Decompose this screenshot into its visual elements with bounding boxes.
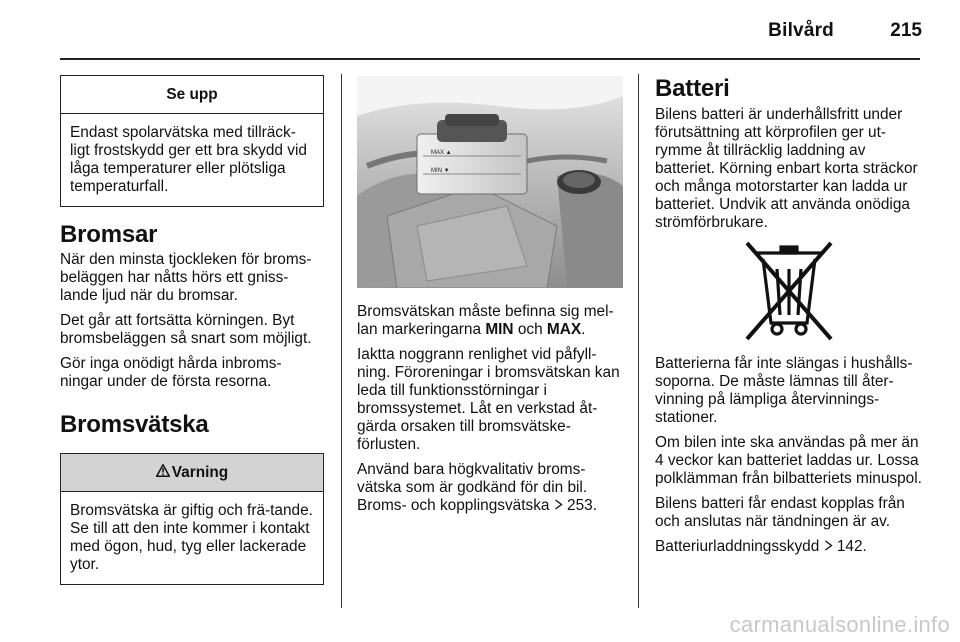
warning-box-title: Varning	[171, 463, 229, 481]
brakes-paragraph: När den minsta tjockleken för broms-beläggen har nåtts hörs ett gniss-lande ljud när du bromsar.	[60, 251, 312, 304]
min-mark-label: MIN ▼	[431, 168, 450, 174]
section-heading-brakes: Bromsar	[60, 221, 158, 248]
left-column	[60, 75, 324, 585]
watermark: carmanualsonline.info	[729, 612, 950, 637]
warning-box-text: Bromsvätska är giftig och frä-tande. Se till att den inte kommer i kontakt med ögon, hud, tyg eller lackerade ytor.	[70, 502, 313, 573]
max-mark-label: MAX ▲	[431, 150, 452, 156]
crossed-bin-icon	[655, 239, 923, 343]
battery-text: Batteriurladdningsskydd	[655, 538, 824, 555]
section-heading-battery: Batteri	[655, 75, 730, 102]
battery-paragraph: Batterierna får inte slängas i hushålls-soporna. De måste lämnas till åter-vinning på lämpliga återvinnings-stationer.	[655, 355, 913, 426]
section-heading-brake-fluid: Bromsvätska	[60, 411, 209, 438]
header-rule	[60, 58, 920, 60]
column-divider	[638, 74, 639, 608]
battery-paragraph: Bilens batteri får endast kopplas från och anslutas när tändningen är av.	[655, 495, 905, 530]
battery-paragraph	[655, 538, 923, 556]
brake-fluid-reservoir-photo	[357, 76, 623, 288]
max-marker-text: MAX	[546, 321, 582, 338]
caution-box	[60, 75, 324, 207]
brake-fluid-paragraph	[357, 461, 627, 515]
caption-text: Bromsvätskan måste befinna sig mel-lan markeringarna	[357, 303, 614, 338]
brakes-paragraph: Det går att fortsätta körningen. Byt bromsbeläggen så snart som möjligt.	[60, 312, 312, 347]
chapter-title: Bilvård	[768, 20, 834, 41]
right-column	[655, 75, 923, 563]
page-reference[interactable]: 253.	[562, 497, 597, 514]
page-number: 215	[890, 20, 922, 41]
brakes-paragraph: Gör inga onödigt hårda inbroms-ningar under de första resorna.	[60, 355, 282, 390]
arrow-ref-icon[interactable]	[554, 497, 563, 514]
caution-box-text: Endast spolarvätska med tillräck-ligt frostskydd ger ett bra skydd vid låga temperaturer eller plötsliga temperaturfall.	[70, 124, 307, 195]
brake-fluid-text: Använd bara högkvalitativ broms-vätska som är godkänd för din bil. Broms- och kopplingsvätska	[357, 461, 588, 514]
warning-box	[60, 453, 324, 585]
caption-text: och	[513, 321, 547, 338]
arrow-ref-icon[interactable]	[824, 538, 833, 555]
min-marker-text: MIN	[485, 321, 514, 338]
column-divider	[341, 74, 342, 608]
caption-text: .	[581, 321, 586, 338]
caption-paragraph	[357, 303, 627, 339]
battery-paragraph: Om bilen inte ska användas på mer än 4 veckor kan batteriet laddas ur. Lossa polklämman från bilbatteriets minuspol.	[655, 434, 922, 487]
warning-triangle-icon	[156, 464, 170, 482]
page-reference[interactable]: 142.	[832, 538, 867, 555]
brake-fluid-paragraph: Iaktta noggrann renlighet vid påfyll-ning. Föroreningar i bromsvätskan kan leda till funktionsstörningar i bromssystemet. Låt en verkstad åt-gärda orsaken till bromsvätske-förlusten.	[357, 346, 620, 453]
warning-box-header	[61, 454, 323, 492]
battery-paragraph: Bilens batteri är underhållsfritt under förutsättning att körprofilen ger ut-rymme åt tillräcklig laddning av batteriet. Körning enbart korta sträckor och många motorstarter kan ladda ur batteriet. Undvik att använda onödiga strömförbrukare.	[655, 106, 918, 231]
caution-box-title: Se upp	[61, 76, 323, 114]
middle-column	[357, 76, 627, 522]
